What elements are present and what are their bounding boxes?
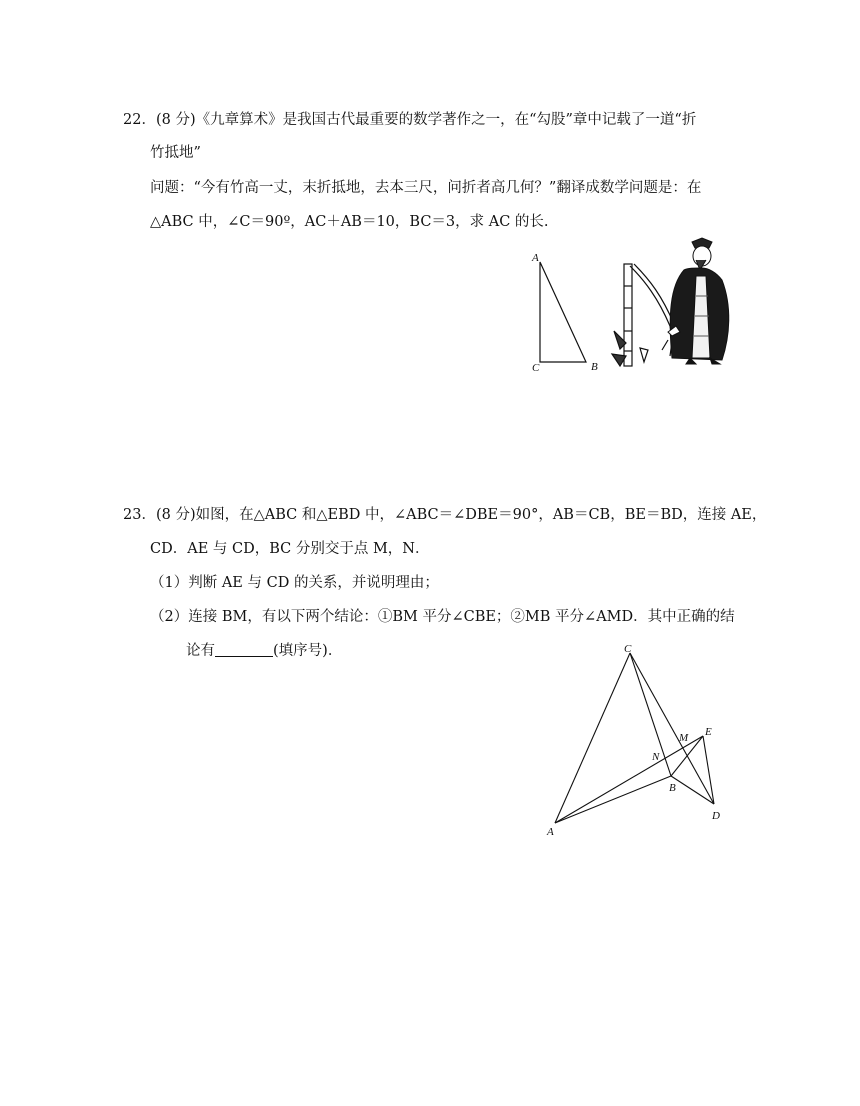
scholar-figure — [668, 238, 729, 364]
q22-right-triangle — [540, 262, 586, 362]
q23-line5-prefix: 论有 — [186, 643, 215, 659]
q23-label-m: M — [679, 732, 689, 744]
q22-bamboo-illustration — [610, 236, 740, 376]
q22-label-b: B — [591, 361, 598, 373]
q22-text-line-4: △ABC 中，∠C＝90º，AC＋AB＝10，BC＝3，求 AC 的长. — [150, 214, 549, 230]
q22-triangle-figure — [528, 250, 608, 375]
q23-label-d: D — [712, 810, 720, 822]
q23-part-1: （1）判断 AE 与 CD 的关系，并说明理由； — [150, 575, 439, 591]
q22-label-c: C — [532, 362, 540, 374]
q23-geometry-figure — [540, 640, 740, 845]
q22-text-line-3: 问题：“今有竹高一丈，末折抵地，去本三尺，问折者高几何？”翻译成数学问题是：在 — [150, 180, 702, 196]
q23-label-b: B — [669, 782, 676, 794]
q23-label-c: C — [624, 643, 632, 655]
q22-text-line-2: 竹抵地” — [150, 145, 201, 161]
segment-ae — [555, 736, 703, 823]
segment-cb — [630, 653, 671, 776]
q23-part-2-continuation — [186, 641, 342, 661]
q23-part-2: （2）连接 BM，有以下两个结论：①BM 平分∠CBE；②MB 平分∠AMD．其中正确的结 — [150, 609, 735, 625]
q22-label-a: A — [532, 252, 539, 264]
q23-text-line-1: 23．(8 分)如图，在△ABC 和△EBD 中，∠ABC＝∠DBE＝90°，AB＝CB，BE＝BD，连接 AE， — [123, 507, 767, 523]
q23-answer-blank[interactable] — [215, 642, 273, 657]
q23-label-n: N — [652, 751, 660, 763]
q23-text-line-2: CD．AE 与 CD，BC 分别交于点 M，N． — [150, 541, 430, 557]
segment-bd — [671, 776, 714, 804]
q22-text-line-1: 22．(8 分)《九章算术》是我国古代最重要的数学著作之一，在“勾股”章中记载了一道“折 — [123, 112, 697, 128]
q23-label-a: A — [547, 826, 554, 838]
q23-line5-suffix: (填序号)． — [273, 643, 343, 659]
q23-label-e: E — [705, 726, 712, 738]
